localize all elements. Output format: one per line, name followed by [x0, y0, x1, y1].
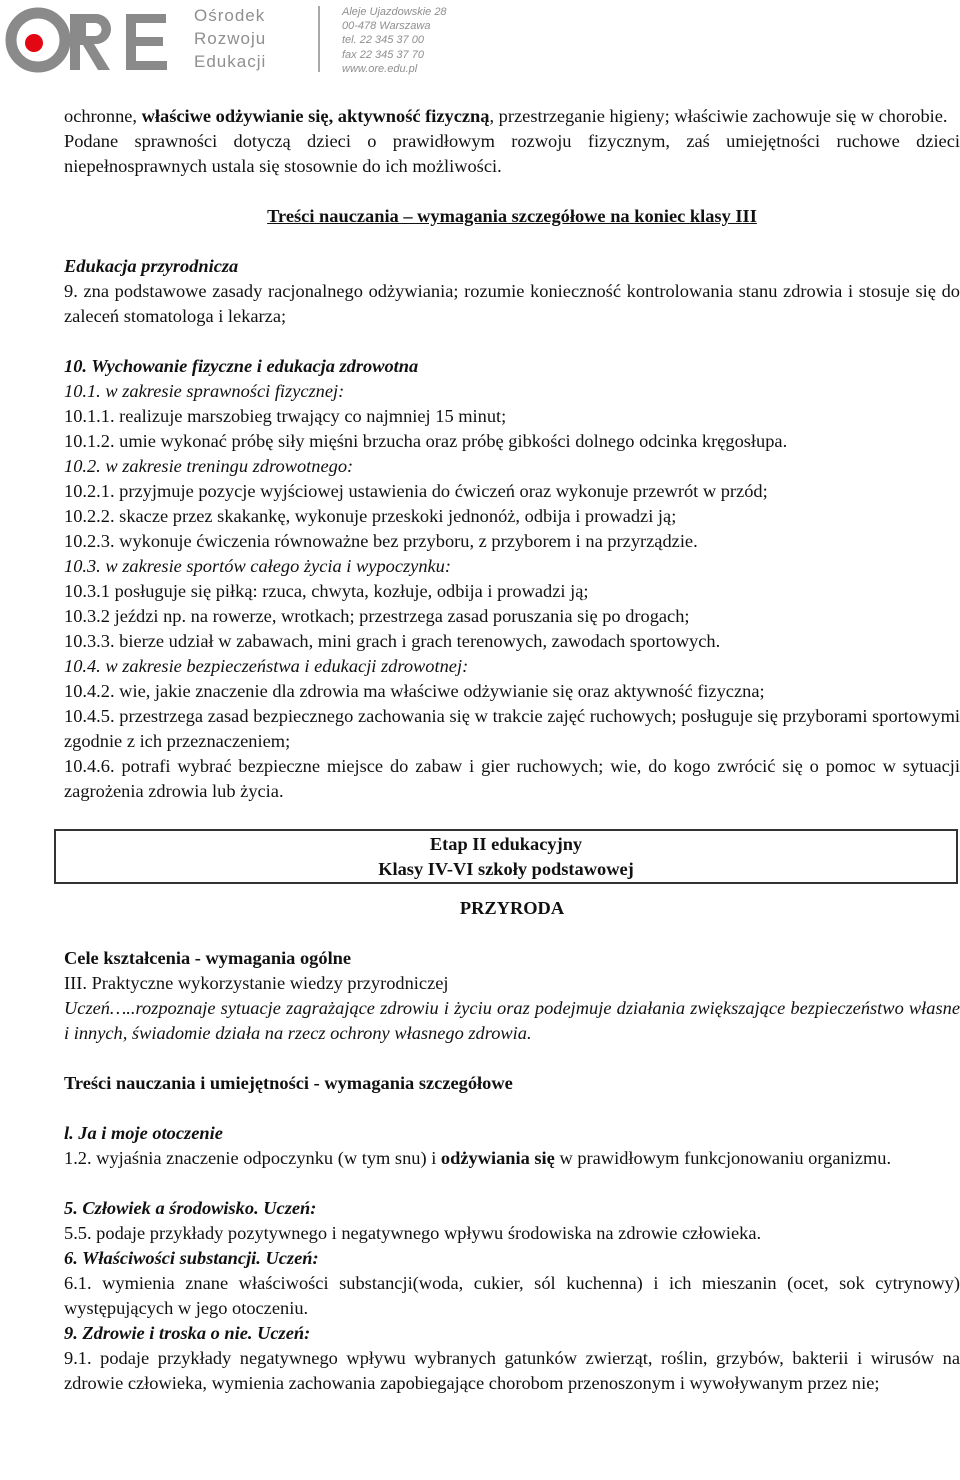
wf-item-number: 10.3. — [64, 556, 106, 576]
wf-requirements-list — [64, 379, 960, 704]
wf-item-number: 10.3.1 — [64, 581, 115, 601]
wf-item-text: skacze przez skakankę, wykonuje przeskoki jednonóż, odbija i prowadzi ją; — [119, 506, 677, 526]
item-text: w prawidłowym funkcjonowaniu organizmu. — [554, 1148, 892, 1168]
address-line: Aleje Ujazdowskie 28 — [342, 6, 447, 18]
page-header — [0, 0, 960, 80]
wf-item-text: wykonuje ćwiczenia równoważne bez przyboru, z przyborem i na przyrządzie. — [119, 531, 698, 551]
item-5-5: 5.5. podaje przykłady pozytywnego i negatywnego wpływu środowiska na zdrowie człowieka. — [64, 1223, 762, 1243]
wf-list-item — [64, 554, 960, 579]
wf-list-item — [64, 454, 960, 479]
wf-list-item — [64, 629, 960, 654]
spacer — [64, 1171, 960, 1196]
spacer — [64, 229, 960, 254]
cele-subtitle: III. Praktyczne wykorzystanie wiedzy przyrodniczej — [64, 973, 449, 993]
wf-list-item — [64, 479, 960, 504]
org-name-line: Rozwoju — [194, 29, 267, 48]
spacer — [64, 179, 960, 204]
section-9-title: 9. Zdrowie i troska o nie. Uczeń: — [64, 1323, 311, 1343]
spacer — [64, 1096, 960, 1121]
wf-item-number: 10.2.3. — [64, 531, 120, 551]
item-bold-text: odżywiania się — [440, 1148, 555, 1168]
wf-item-number: 10.2.1. — [64, 481, 120, 501]
stage-box — [54, 829, 958, 884]
address-line: tel. 22 345 37 00 — [342, 34, 424, 47]
spacer — [64, 884, 960, 896]
item-6-1: 6.1. wymienia znane właściwości substancji(woda, cukier, sól kuchenna) i ich mieszanin (ocet, sok cytrynowy) występujących w jego otoczeniu. — [64, 1273, 960, 1318]
wf-item-text: realizuje marszobieg trwający co najmniej 15 minut; — [119, 406, 507, 426]
wf-item-number: 10.3.3. — [64, 631, 120, 651]
spacer — [64, 921, 960, 946]
subject-title-przyroda: PRZYRODA — [459, 898, 565, 918]
intro-text: ochronne, — [64, 106, 142, 126]
org-address — [342, 5, 447, 76]
intro-paragraph-1 — [64, 104, 960, 129]
item-10-4-5: 10.4.5. przestrzega zasad bezpiecznego zachowania się w trakcie zajęć ruchowych; posługuje się przyborami sportowymi zgodnie z ich przeznaczeniem; — [64, 706, 960, 751]
stage-subtitle: Klasy IV-VI szkoły podstawowej — [378, 859, 634, 879]
wf-item-text: w zakresie treningu zdrowotnego: — [105, 456, 354, 476]
section-heading-klasa-iii: Treści nauczania – wymagania szczegółowe na koniec klasy III — [267, 206, 757, 226]
ore-logo-icon — [4, 4, 184, 76]
cele-text: Uczeń…..rozpoznaje sytuacje zagrażające zdrowiu i życiu oraz podejmuje działania zwiększające bezpieczeństwo własne i innych, świadomie działa na rzecz ochrony własnego zdrowia. — [64, 998, 960, 1043]
wf-list-item — [64, 429, 960, 454]
wf-item-text: w zakresie bezpieczeństwa i edukacji zdrowotnej: — [105, 656, 469, 676]
wf-item-number: 10.4.2. — [64, 681, 120, 701]
wf-item-text: w zakresie sprawności fizycznej: — [105, 381, 345, 401]
wf-item-number: 10.1.2. — [64, 431, 120, 451]
wf-item-number: 10.2. — [64, 456, 106, 476]
intro-text: , przestrzeganie higieny; właściwie zachowuje się w chorobie. — [489, 106, 948, 126]
address-line: 00-478 Warszawa — [342, 20, 431, 33]
wf-item-number: 10.3.2 — [64, 606, 115, 626]
wf-item-text: umie wykonać próbę siły mięśni brzucha oraz próbę gibkości dolnego odcinka kręgosłupa. — [119, 431, 788, 451]
wf-list-item — [64, 579, 960, 604]
section-6-title: 6. Właściwości substancji. Uczeń: — [64, 1248, 319, 1268]
edukacja-przyrodnicza-title: Edukacja przyrodnicza — [64, 256, 239, 276]
wf-list-item — [64, 679, 960, 704]
org-name — [194, 4, 266, 73]
intro-paragraph-2: Podane sprawności dotyczą dzieci o prawidłowym rozwoju fizycznym, zaś umiejętności ruchowe dzieci niepełnosprawnych ustala się stosownie do ich możliwości. — [64, 131, 960, 176]
org-name-line: Ośrodek — [194, 6, 266, 25]
wf-list-item — [64, 529, 960, 554]
wf-list-item — [64, 654, 960, 679]
item-text: 1.2. wyjaśnia znaczenie odpoczynku (w tym snu) i — [64, 1148, 441, 1168]
wf-list-item — [64, 504, 960, 529]
ja-i-moje-otoczenie-title: l. Ja i moje otoczenie — [64, 1123, 223, 1143]
spacer — [64, 329, 960, 354]
wf-list-item — [64, 404, 960, 429]
org-name-line: Edukacji — [194, 52, 267, 71]
item-1-2 — [64, 1146, 960, 1171]
intro-bold-text: właściwe odżywianie się, aktywność fizyczną — [141, 106, 490, 126]
wf-item-text: wie, jakie znaczenie dla zdrowia ma właściwe odżywianie się oraz aktywność fizyczna; — [119, 681, 765, 701]
wf-list-item — [64, 379, 960, 404]
wf-list-item — [64, 604, 960, 629]
item-10-4-6: 10.4.6. potrafi wybrać bezpieczne miejsce do zabaw i gier ruchowych; wie, do kogo zwrócić się o pomoc w sytuacji zagrożenia zdrowia lub życia. — [64, 756, 960, 801]
wf-item-number: 10.4. — [64, 656, 106, 676]
wf-item-text: w zakresie sportów całego życia i wypoczynku: — [105, 556, 451, 576]
item-9: 9. zna podstawowe zasady racjonalnego odżywiania; rozumie konieczność kontrolowania stanu zdrowia i stosuje się do zaleceń stomatologa i lekarza; — [64, 281, 960, 326]
spacer — [64, 1046, 960, 1071]
wf-item-text: przyjmuje pozycje wyjściowej ustawienia do ćwiczeń oraz wykonuje przewrót w przód; — [119, 481, 768, 501]
section-5-title: 5. Człowiek a środowisko. Uczeń: — [64, 1198, 317, 1218]
cele-ksztalcenia-title: Cele kształcenia - wymagania ogólne — [64, 948, 352, 968]
wf-item-number: 10.1.1. — [64, 406, 120, 426]
wf-item-text: bierze udział w zabawach, mini grach i grach terenowych, zawodach sportowych. — [119, 631, 721, 651]
tresci-nauczania-title: Treści nauczania i umiejętności - wymagania szczegółowe — [64, 1073, 513, 1093]
address-line: www.ore.edu.pl — [342, 62, 418, 75]
wf-item-number: 10.1. — [64, 381, 106, 401]
logo-divider — [318, 6, 320, 72]
wychowanie-fizyczne-title: 10. Wychowanie fizyczne i edukacja zdrowotna — [64, 356, 419, 376]
wf-item-text: jeździ np. na rowerze, wrotkach; przestrzega zasad poruszania się po drogach; — [114, 606, 690, 626]
stage-title: Etap II edukacyjny — [429, 834, 583, 854]
spacer — [64, 804, 960, 829]
wf-item-text: posługuje się piłką: rzuca, chwyta, kozłuje, odbija i prowadzi ją; — [114, 581, 589, 601]
address-line: fax 22 345 37 70 — [342, 48, 424, 61]
item-9-1: 9.1. podaje przykłady negatywnego wpływu wybranych gatunków zwierząt, roślin, grzybów, bakterii i wirusów na zdrowie człowieka, wymienia zachowania zapobiegające chorobom przenoszonym i wywoływanym przez nie; — [64, 1348, 960, 1393]
document-body — [64, 104, 960, 1396]
wf-item-number: 10.2.2. — [64, 506, 120, 526]
